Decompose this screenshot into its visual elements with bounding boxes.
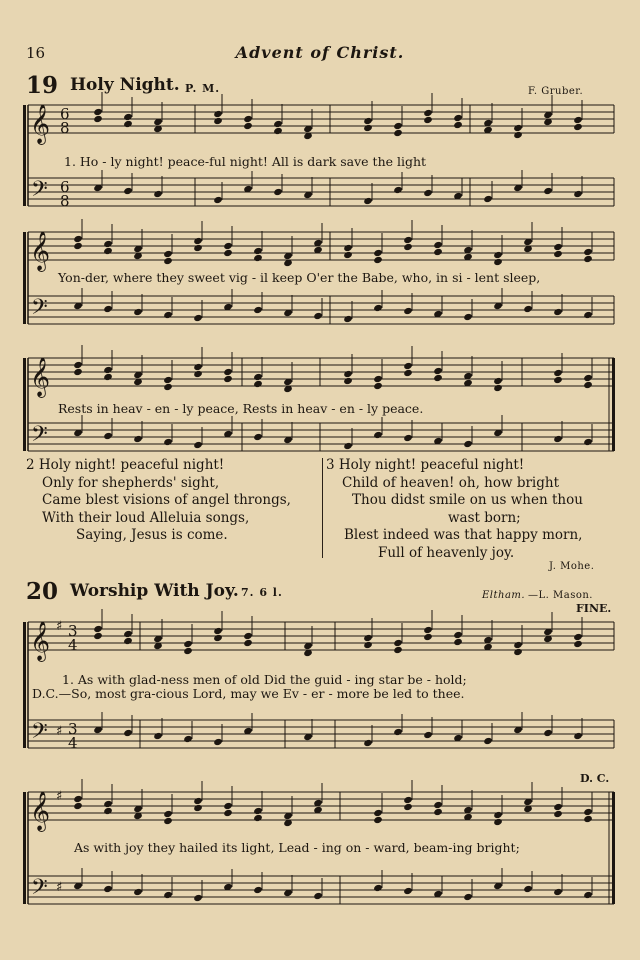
note-head	[133, 308, 143, 316]
verse-3-line-4: wast born;	[448, 509, 521, 526]
note-head	[223, 809, 233, 817]
note-head	[123, 113, 133, 121]
time-signature-top: 6	[60, 105, 70, 123]
note-head	[493, 377, 503, 385]
key-sharp: ♯	[56, 880, 63, 895]
note-head	[183, 735, 193, 743]
note-head	[403, 369, 413, 377]
verse-3-line-2: Child of heaven! oh, how bright	[342, 474, 560, 491]
note-head	[393, 129, 403, 137]
note-head	[573, 116, 583, 124]
note-head	[103, 807, 113, 815]
note-head	[93, 632, 103, 640]
note-head	[223, 249, 233, 257]
verse-2-line-2: Only for shepherds' sight,	[42, 474, 220, 491]
note-head	[73, 361, 83, 369]
note-head	[183, 640, 193, 648]
note-head	[313, 312, 323, 320]
bass-clef: 𝄢	[31, 295, 48, 325]
note-head	[213, 627, 223, 635]
verse-author: J. Mohe.	[549, 561, 595, 572]
note-head	[103, 366, 113, 374]
note-head	[163, 817, 173, 825]
note-head	[103, 305, 113, 313]
treble-clef: 𝄞	[30, 231, 51, 271]
note-head	[93, 108, 103, 116]
note-head	[273, 120, 283, 128]
note-head	[193, 314, 203, 322]
verse-3-line-6: Full of heavenly joy.	[378, 544, 515, 561]
bass-clef: 𝄢	[31, 719, 48, 749]
note-head	[553, 308, 563, 316]
note-head	[373, 304, 383, 312]
note-head	[253, 433, 263, 441]
note-head	[573, 633, 583, 641]
time-signature-bottom: 4	[68, 734, 78, 752]
note-head	[403, 236, 413, 244]
note-head	[583, 381, 593, 389]
note-head	[453, 638, 463, 646]
note-head	[513, 124, 523, 132]
note-head	[583, 255, 593, 263]
note-head	[243, 632, 253, 640]
note-head	[553, 250, 563, 258]
note-head	[373, 375, 383, 383]
note-head	[133, 888, 143, 896]
hymn-19-lyric-line-1: 1. Ho - ly night! peace-ful night! All is dark save the light	[64, 154, 427, 169]
note-head	[433, 808, 443, 816]
time-signature-bottom: 4	[68, 636, 78, 654]
note-head	[243, 122, 253, 130]
note-head	[363, 641, 373, 649]
note-head	[573, 190, 583, 198]
verse-2-line-1: 2 Holy night! peaceful night!	[26, 457, 225, 473]
note-head	[453, 121, 463, 129]
note-head	[123, 630, 133, 638]
note-head	[373, 431, 383, 439]
hymn-19-title: Holy Night.	[70, 75, 180, 95]
note-head	[73, 242, 83, 250]
note-head	[393, 639, 403, 647]
note-head	[123, 187, 133, 195]
hymn-19-lyric-line-2: Yon-der, where they sweet vig - il keep O'er the Babe, who, in si - lent sleep,	[58, 270, 541, 285]
note-head	[243, 639, 253, 647]
note-head	[273, 188, 283, 196]
note-head	[163, 311, 173, 319]
note-head	[343, 244, 353, 252]
note-head	[393, 728, 403, 736]
hymn-20-meter: 7. 6 l.	[241, 586, 283, 599]
note-head	[123, 729, 133, 737]
note-head	[373, 249, 383, 257]
verse-2-line-3: Came blest visions of angel throngs,	[42, 492, 291, 508]
note-head	[253, 886, 263, 894]
note-head	[103, 373, 113, 381]
note-head	[363, 124, 373, 132]
hymn-20-number: 20	[26, 578, 59, 605]
note-head	[253, 373, 263, 381]
note-head	[363, 197, 373, 205]
note-head	[253, 807, 263, 815]
time-signature-top: 3	[68, 720, 78, 738]
note-head	[183, 647, 193, 655]
note-head	[193, 894, 203, 902]
note-head	[193, 237, 203, 245]
note-head	[423, 116, 433, 124]
key-sharp: ♯	[56, 789, 63, 804]
note-head	[513, 131, 523, 139]
note-head	[403, 887, 413, 895]
note-head	[583, 891, 593, 899]
note-head	[423, 731, 433, 739]
note-head	[493, 811, 503, 819]
note-head	[573, 732, 583, 740]
note-head	[103, 247, 113, 255]
dc-mark: D. C.	[580, 772, 610, 785]
note-head	[423, 109, 433, 117]
note-head	[343, 251, 353, 259]
note-head	[553, 376, 563, 384]
note-head	[493, 258, 503, 266]
note-head	[493, 251, 503, 259]
treble-clef: 𝄞	[30, 104, 51, 144]
note-head	[193, 363, 203, 371]
note-head	[223, 375, 233, 383]
note-head	[313, 892, 323, 900]
note-head	[363, 117, 373, 125]
note-head	[433, 241, 443, 249]
note-head	[253, 254, 263, 262]
note-head	[103, 432, 113, 440]
note-head	[433, 367, 443, 375]
note-head	[433, 248, 443, 256]
hymn-19-lyric-line-3: Rests in heav - en - ly peace, Rests in heav - en - ly peace.	[58, 401, 424, 416]
note-head	[213, 117, 223, 125]
system-brace	[23, 232, 26, 324]
time-signature-top: 3	[68, 622, 78, 640]
note-head	[513, 648, 523, 656]
system-brace	[23, 622, 26, 748]
note-head	[363, 739, 373, 747]
note-head	[433, 374, 443, 382]
bass-clef: 𝄢	[31, 422, 48, 452]
note-head	[463, 313, 473, 321]
note-head	[343, 442, 353, 450]
note-head	[483, 737, 493, 745]
bass-clef: 𝄢	[31, 177, 48, 207]
note-head	[213, 196, 223, 204]
note-head	[253, 306, 263, 314]
note-head	[193, 804, 203, 812]
note-head	[103, 885, 113, 893]
treble-clef: 𝄞	[30, 357, 51, 397]
note-head	[453, 631, 463, 639]
note-head	[133, 435, 143, 443]
note-head	[163, 438, 173, 446]
verse-3-line-1: 3 Holy night! peaceful night!	[326, 457, 525, 473]
note-head	[403, 434, 413, 442]
note-head	[73, 795, 83, 803]
note-head	[123, 637, 133, 645]
note-head	[193, 797, 203, 805]
system-brace	[23, 358, 26, 451]
key-sharp: ♯	[56, 724, 63, 739]
note-head	[93, 625, 103, 633]
note-head	[583, 438, 593, 446]
note-head	[213, 738, 223, 746]
note-head	[373, 382, 383, 390]
system-brace	[23, 105, 26, 206]
note-head	[163, 810, 173, 818]
note-head	[73, 368, 83, 376]
hymn-20-tune: Eltham.	[482, 590, 526, 601]
note-head	[403, 803, 413, 811]
note-head	[343, 370, 353, 378]
note-head	[543, 187, 553, 195]
note-head	[583, 374, 593, 382]
verse-3-line-3: Thou didst smile on us when thou	[352, 492, 583, 508]
note-head	[583, 248, 593, 256]
time-signature-top: 6	[60, 178, 70, 196]
note-head	[223, 242, 233, 250]
note-head	[343, 377, 353, 385]
note-head	[153, 190, 163, 198]
note-head	[223, 368, 233, 376]
note-head	[403, 362, 413, 370]
hymn-20-composer: —L. Mason.	[528, 590, 593, 601]
note-head	[583, 808, 593, 816]
note-head	[163, 250, 173, 258]
note-head	[213, 110, 223, 118]
note-head	[493, 384, 503, 392]
note-head	[493, 818, 503, 826]
hymn-20-lyric-line-3: As with joy they hailed its light, Lead - ing on - ward, beam-ing bright;	[74, 840, 520, 855]
note-head	[553, 803, 563, 811]
note-head	[403, 796, 413, 804]
note-head	[243, 115, 253, 123]
note-head	[253, 814, 263, 822]
note-head	[423, 633, 433, 641]
note-head	[93, 115, 103, 123]
note-head	[213, 634, 223, 642]
note-head	[163, 383, 173, 391]
note-head	[463, 893, 473, 901]
note-head	[573, 123, 583, 131]
key-sharp: ♯	[56, 619, 63, 634]
note-head	[103, 800, 113, 808]
note-head	[163, 891, 173, 899]
note-head	[123, 120, 133, 128]
note-head	[343, 315, 353, 323]
hymn-19-number: 19	[26, 72, 59, 99]
hymn-20-title: Worship With Joy.	[70, 581, 239, 601]
note-head	[153, 732, 163, 740]
hymn-20-lyric-line-2: D.C.—So, most gra-cious Lord, may we Ev - er - more be led to thee.	[32, 686, 465, 701]
note-head	[373, 256, 383, 264]
system-brace	[23, 792, 26, 904]
note-head	[583, 311, 593, 319]
note-head	[543, 729, 553, 737]
note-head	[193, 441, 203, 449]
note-head	[523, 305, 533, 313]
hymn-19-meter: P. M.	[185, 82, 221, 95]
verse-3-line-5: Blest indeed was that happy morn,	[344, 527, 583, 543]
note-head	[433, 801, 443, 809]
note-head	[423, 626, 433, 634]
note-head	[193, 244, 203, 252]
note-head	[253, 380, 263, 388]
final-barline	[612, 792, 615, 904]
note-head	[103, 240, 113, 248]
bass-clef: 𝄢	[31, 875, 48, 905]
note-head	[393, 122, 403, 130]
note-head	[273, 127, 283, 135]
note-head	[363, 634, 373, 642]
page-number: 16	[26, 44, 46, 62]
note-head	[403, 307, 413, 315]
note-head	[573, 640, 583, 648]
note-head	[163, 257, 173, 265]
note-head	[253, 247, 263, 255]
fine-mark: FINE.	[576, 602, 612, 615]
note-head	[553, 435, 563, 443]
note-head	[73, 802, 83, 810]
note-head	[393, 186, 403, 194]
note-head	[513, 641, 523, 649]
note-head	[163, 376, 173, 384]
note-head	[393, 646, 403, 654]
note-head	[553, 369, 563, 377]
running-title: Advent of Christ.	[235, 43, 405, 62]
note-head	[193, 370, 203, 378]
treble-clef: 𝄞	[30, 791, 51, 831]
note-head	[553, 810, 563, 818]
hymn-19-composer: F. Gruber.	[528, 86, 584, 97]
note-head	[373, 809, 383, 817]
note-head	[583, 815, 593, 823]
note-head	[463, 440, 473, 448]
note-head	[553, 888, 563, 896]
note-head	[373, 884, 383, 892]
final-barline	[612, 358, 615, 451]
note-head	[403, 243, 413, 251]
note-head	[423, 189, 433, 197]
time-signature-bottom: 8	[60, 192, 70, 210]
note-head	[553, 243, 563, 251]
note-head	[223, 802, 233, 810]
note-head	[523, 885, 533, 893]
verse-2-line-5: Saying, Jesus is come.	[76, 527, 228, 543]
note-head	[373, 816, 383, 824]
note-head	[73, 235, 83, 243]
hymn-20-lyric-line-1: 1. As with glad-ness men of old Did the guid - ing star be - hold;	[62, 672, 467, 687]
treble-clef: 𝄞	[30, 621, 51, 661]
note-head	[453, 114, 463, 122]
time-signature-bottom: 8	[60, 119, 70, 137]
verse-2-line-4: With their loud Alleluia songs,	[42, 509, 250, 526]
note-head	[483, 195, 493, 203]
